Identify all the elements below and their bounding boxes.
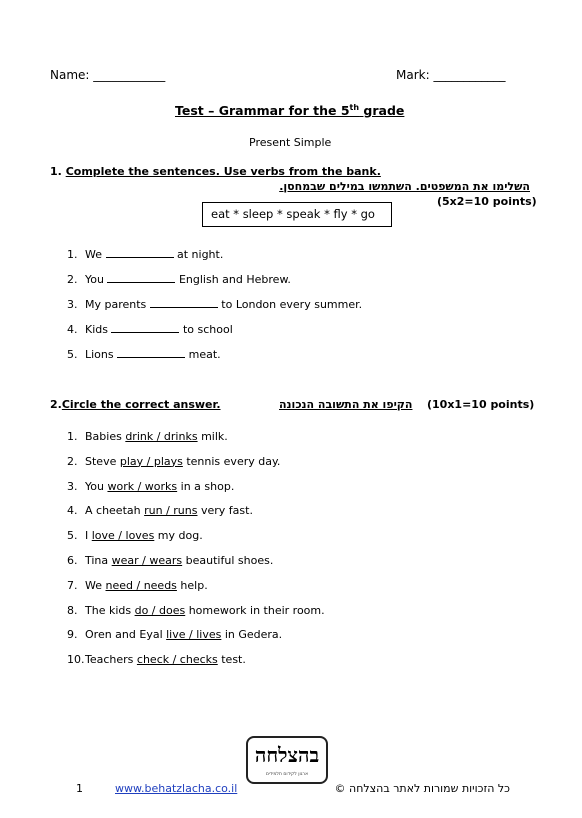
answer-blank	[107, 272, 175, 283]
item-text-after: to London every summer.	[217, 298, 363, 311]
section1-hebrew: השלימו את המשפטים. השתמשו במילים שבמחסן.	[279, 180, 530, 193]
list-item	[67, 297, 362, 311]
answer-choice[interactable]: do / does	[134, 603, 186, 617]
list-item	[67, 529, 203, 542]
item-number: 8.	[67, 603, 78, 617]
page-title: Test – Grammar for the 5th grade	[175, 103, 405, 119]
item-number: 3.	[67, 479, 78, 493]
item-text-after: English and Hebrew.	[175, 273, 291, 286]
list-item	[67, 504, 253, 517]
answer-choice[interactable]: check / checks	[136, 653, 218, 667]
section2-hebrew: הקיפו את התשובה הנכונה	[279, 398, 413, 411]
item-number: 1.	[67, 430, 78, 443]
answer-choice[interactable]: wear / wears	[111, 554, 183, 567]
answer-blank	[117, 347, 185, 358]
item-text-after: at night.	[173, 248, 224, 261]
item-text-after: in Gedera.	[221, 628, 283, 642]
answer-choice[interactable]: work / works	[107, 479, 178, 493]
section1-instruction: Complete the sentences. Use verbs from the bank.	[65, 165, 381, 178]
name-field	[50, 68, 165, 82]
item-text-before: Kids	[85, 323, 112, 336]
name-label: Name:	[50, 68, 90, 82]
item-text-before: Steve	[85, 454, 120, 468]
item-number: 1.	[67, 248, 78, 261]
mark-field	[396, 68, 505, 82]
website-link[interactable]: www.behatzlacha.co.il	[115, 782, 238, 795]
answer-choice[interactable]: run / runs	[144, 504, 198, 518]
item-number: 2.	[67, 454, 78, 468]
item-number: 10.	[67, 653, 85, 667]
section1-heading: 1. Complete the sentences. Use verbs from the bank.	[50, 165, 381, 178]
item-text-before: We	[85, 578, 106, 592]
page-number: 1	[76, 782, 83, 795]
item-number: 7.	[67, 578, 78, 592]
list-item	[67, 347, 221, 361]
list-item	[67, 247, 223, 261]
answer-choice[interactable]: love / loves	[91, 529, 155, 543]
item-text-after: beautiful shoes.	[182, 554, 274, 567]
list-item	[67, 455, 280, 468]
answer-choice[interactable]: live / lives	[166, 628, 222, 642]
item-text-before: Lions	[85, 348, 118, 361]
list-item	[67, 554, 273, 567]
item-text-before: I	[85, 529, 92, 543]
item-text-after: very fast.	[197, 504, 253, 518]
item-number: 4.	[67, 323, 78, 336]
section2-heading: 2.Circle the correct answer.	[50, 398, 221, 411]
list-item	[67, 272, 291, 286]
section2-instruction: Circle the correct answer.	[61, 398, 221, 411]
answer-blank	[111, 322, 179, 333]
list-item	[67, 322, 233, 336]
list-item	[67, 480, 234, 493]
item-number: 9.	[67, 628, 78, 642]
item-text-before: We	[85, 248, 106, 261]
item-text-before: Oren and Eyal	[85, 628, 167, 642]
answer-choice[interactable]: play / plays	[119, 454, 183, 468]
answer-blank	[150, 297, 218, 308]
answer-blank	[106, 247, 174, 258]
list-item	[67, 579, 208, 592]
list-item	[67, 604, 325, 617]
list-item	[67, 430, 228, 443]
item-text-after: homework in their room.	[185, 603, 325, 617]
item-text-after: help.	[176, 578, 208, 592]
item-text-after: meat.	[185, 348, 221, 361]
item-text-after: milk.	[197, 430, 228, 443]
item-text-after: my dog.	[154, 529, 203, 543]
item-number: 3.	[67, 298, 78, 311]
mark-label: Mark:	[396, 68, 430, 82]
item-text-before: Babies	[85, 430, 126, 443]
item-number: 6.	[67, 554, 78, 567]
item-text-after: tennis every day.	[182, 454, 281, 468]
section2-points: (10x1=10 points)	[427, 398, 535, 411]
item-text-before: You	[85, 273, 108, 286]
item-text-before: Tina	[85, 554, 112, 567]
item-text-before: You	[85, 479, 108, 493]
word-bank: eat * sleep * speak * fly * go	[202, 202, 392, 227]
item-number: 2.	[67, 273, 78, 286]
mark-blank: ____________	[433, 68, 506, 82]
item-text-before: Teachers	[85, 653, 137, 667]
page-subtitle: Present Simple	[249, 136, 332, 149]
item-text-after: to school	[179, 323, 233, 336]
item-text-before: A cheetah	[85, 504, 145, 518]
list-item	[67, 628, 282, 641]
item-number: 5.	[67, 348, 78, 361]
logo: בהצלחה ארגון לקידום תלמידים	[246, 736, 328, 784]
item-number: 5.	[67, 529, 78, 543]
list-item	[67, 653, 246, 666]
item-number: 4.	[67, 504, 78, 518]
copyright-text: כל הזכויות שמורות לאתר בהצלחה ©	[334, 782, 510, 795]
name-blank: ____________	[93, 68, 166, 82]
answer-choice[interactable]: need / needs	[105, 578, 177, 592]
item-text-after: in a shop.	[177, 479, 235, 493]
item-text-after: test.	[217, 653, 246, 667]
item-text-before: My parents	[85, 298, 150, 311]
item-text-before: The kids	[85, 603, 135, 617]
section1-points: (5x2=10 points)	[437, 195, 537, 208]
answer-choice[interactable]: drink / drinks	[125, 430, 198, 443]
